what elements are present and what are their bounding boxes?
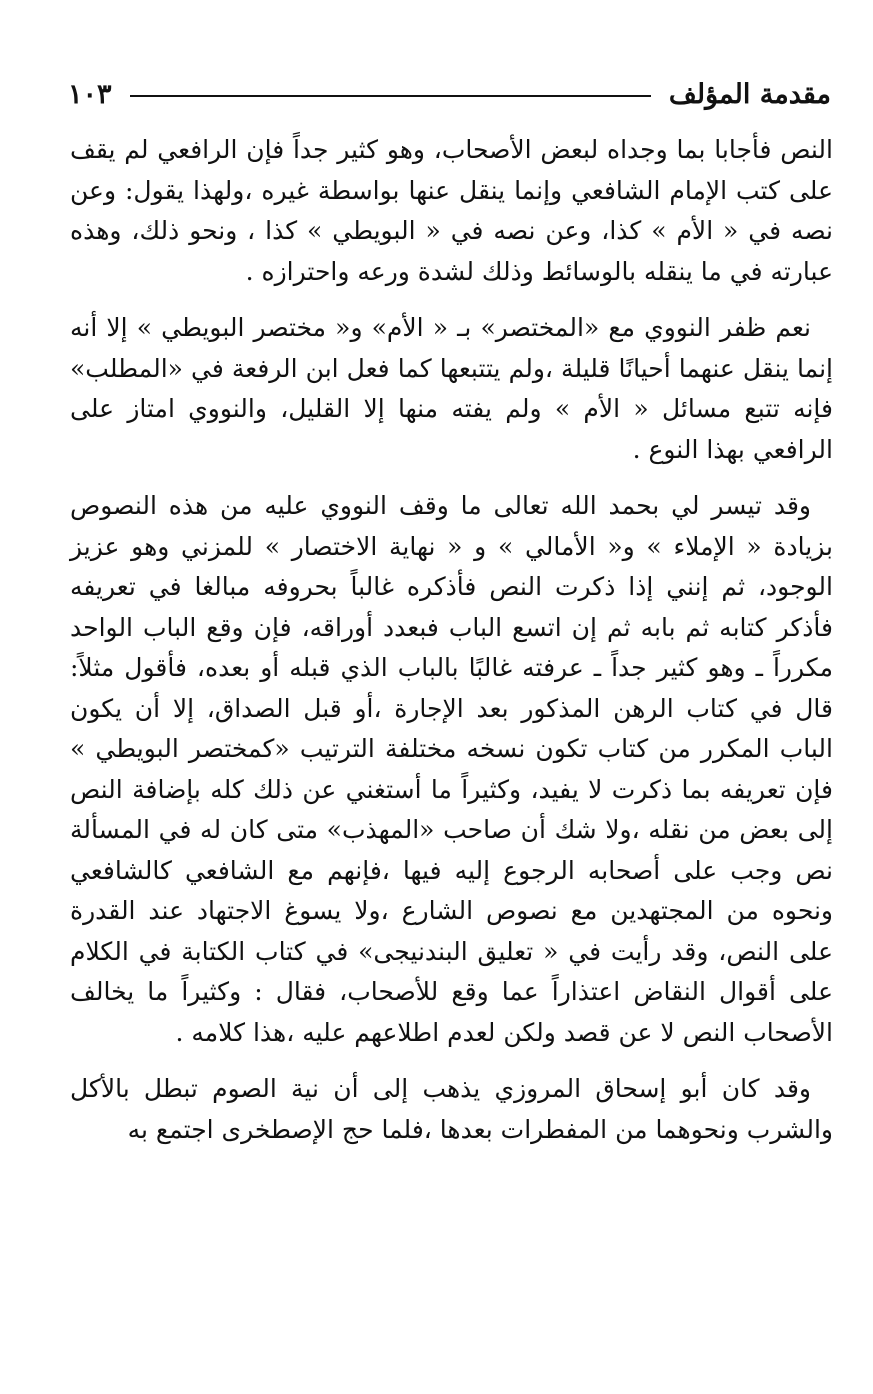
running-title: مقدمة المؤلف bbox=[668, 78, 831, 110]
paragraph-2: نعم ظفر النووي مع «المختصر» بـ « الأم» و« مختصر البويطي » إلا أنه إنما ينقل عنهما أحيانًا قليلة ،ولم يتتبعها كما فعل ابن الرفعة في «المطلب» فإنه تتبع مسائل « الأم » ولم يفته منها إلا القليل، والنووي امتاز على الرافعي بهذا النوع . bbox=[70, 313, 833, 464]
header-rule bbox=[130, 95, 651, 97]
paragraph-3: وقد تيسر لي بحمد الله تعالى ما وقف النووي عليه من هذه النصوص بزيادة « الإملاء » و« الأمالي » و « نهاية الاختصار » للمزني وهو عزيز الوجود، ثم إنني إذا ذكرت النص فأذكره غالباً بحروفه مبالغا في تعريفه فأذكر كتابه ثم بابه ثم إن اتسع الباب فبعدد أوراقه، فإن وقع الباب الواحد مكرراً ـ وهو كثير جداً ـ عرفته غالبًا بالباب الذي قبله أو بعده، فأقول مثلاً: قال في كتاب الرهن المذكور بعد الإجارة ،أو قبل الصداق، إلا أن يكون الباب المكرر من كتاب تكون نسخه مختلفة الترتيب «كمختصر البويطي » فإن تعريفه بما ذكرت لا يفيد، وكثيراً ما أستغني عن ذلك كله بإضافة النص إلى بعض من نقله ،ولا شك أن صاحب «المهذب» متى كان له في المسألة نص وجب على أصحابه الرجوع إليه فيها ،فإنهم مع الشافعي كالشافعي ونحوه من المجتهدين مع نصوص الشارع ،ولا يسوغ الاجتهاد عند القدرة على النص، وقد رأيت في « تعليق البندنيجى» في كتاب الكتابة في الكلام على أقوال النقاض اعتذاراً عما وقع للأصحاب، فقال : وكثيراً ما يخالف الأصحاب النص لا عن قصد ولكن لعدم اطلاعهم عليه ،هذا كلامه . bbox=[70, 491, 833, 1047]
paragraph-4: وقد كان أبو إسحاق المروزي يذهب إلى أن نية الصوم تبطل بالأكل والشرب ونحوهما من المفطرات بعدها ،فلما حج الإصطخرى اجتمع به bbox=[70, 1074, 833, 1144]
paragraph-1: النص فأجابا بما وجداه لبعض الأصحاب، وهو كثير جداً فإن الرافعي لم يقف على كتب الإمام الشافعي وإنما ينقل عنها بواسطة غيره ،ولهذا يقول: وعن نصه في « الأم » كذا، وعن نصه في « البويطي » كذا ، ونحو ذلك، وهذه عبارته في ما ينقله بالوسائط وذلك لشدة ورعه واحترازه . bbox=[70, 135, 833, 286]
body-text bbox=[70, 130, 833, 1166]
running-header bbox=[68, 74, 831, 114]
page-number: ١٠٣ bbox=[68, 78, 112, 110]
